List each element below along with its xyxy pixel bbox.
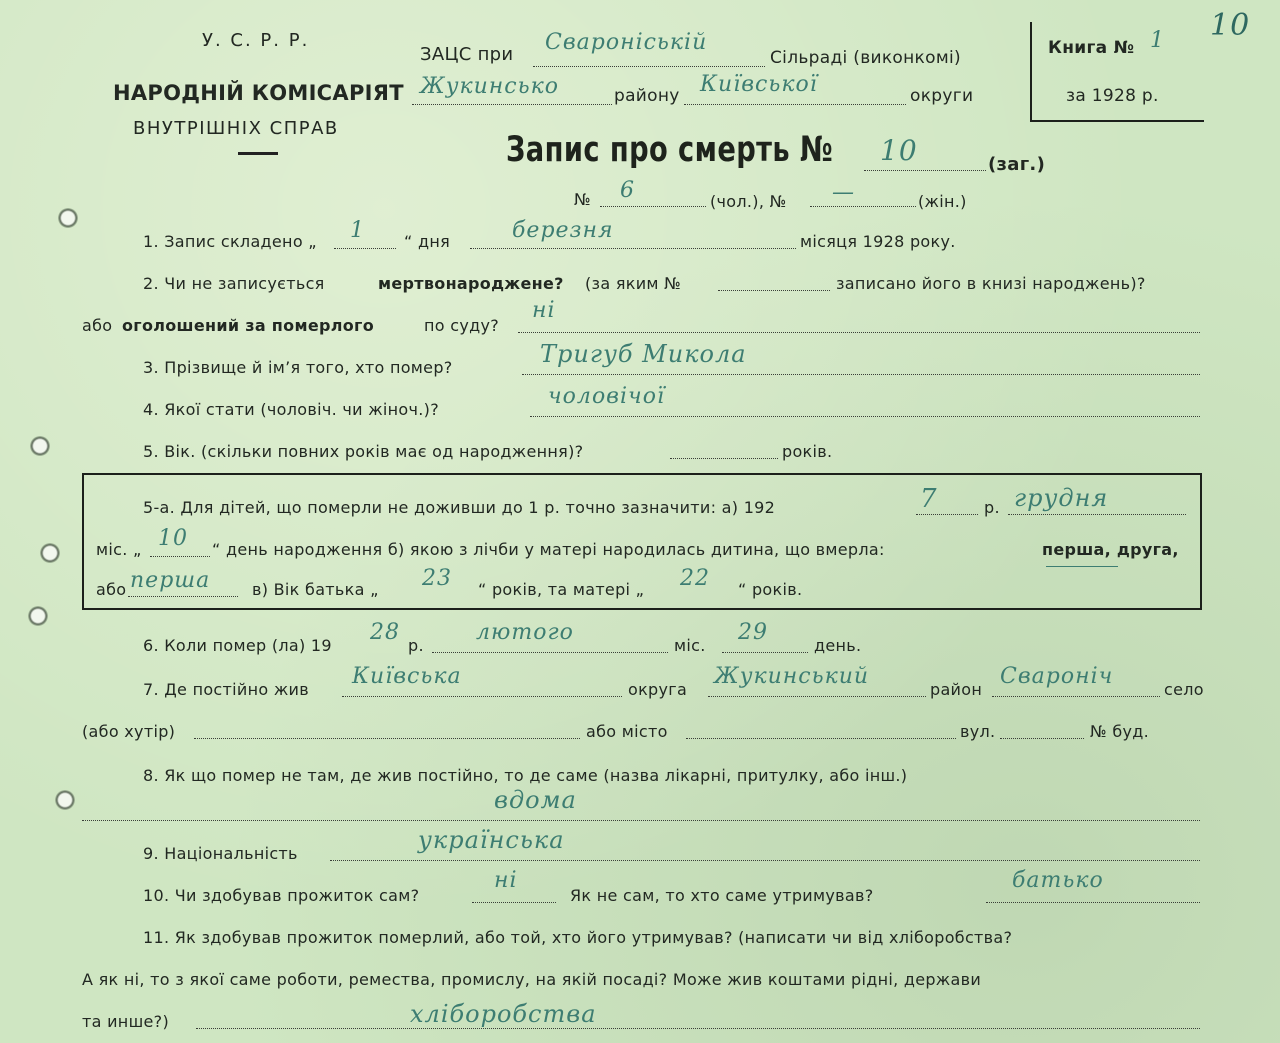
field7b-city-dots bbox=[686, 738, 956, 739]
field5a-r: р. bbox=[984, 498, 1000, 517]
commissariat-heading: НАРОДНІЙ КОМІСАРІЯТ bbox=[113, 81, 404, 105]
field4-dots bbox=[530, 416, 1200, 417]
field7b-label: (або хутір) bbox=[82, 722, 176, 741]
female-number-dots bbox=[810, 206, 916, 207]
zags-value: Свароніській bbox=[545, 30, 708, 55]
field2b-rest: по суду? bbox=[424, 316, 500, 335]
field5-end: років. bbox=[782, 442, 833, 461]
field5a-line3b: “ років, та матері „ bbox=[478, 580, 645, 599]
field5a-abo: або bbox=[96, 580, 127, 599]
field5a-order: перша bbox=[130, 568, 211, 593]
field6-month-dots bbox=[432, 652, 668, 653]
field5a-father: 23 bbox=[422, 566, 452, 591]
field1-day-dots bbox=[334, 248, 396, 249]
field8-dots bbox=[82, 820, 1200, 821]
field9-label: 9. Національність bbox=[143, 844, 298, 863]
field2-label: 2. Чи не записується bbox=[143, 274, 325, 293]
male-number-dots bbox=[600, 206, 706, 207]
field5a-bold: перша, друга, bbox=[1042, 540, 1179, 559]
field6-r: р. bbox=[408, 636, 424, 655]
field2-rest: (за яким № bbox=[585, 274, 682, 293]
field1-mid: “ дня bbox=[404, 232, 451, 251]
field2b-label: або bbox=[82, 316, 113, 335]
title-total-suffix: (заг.) bbox=[988, 154, 1046, 175]
field5a-month-dots bbox=[1008, 514, 1186, 515]
field5a-month: грудня bbox=[1014, 484, 1109, 512]
field5a-line1: 5-а. Для дітей, що померли не доживши до 1 р. точно зазначити: а) 192 bbox=[143, 498, 776, 517]
title-number: 10 bbox=[880, 134, 918, 167]
field3-dots bbox=[522, 374, 1200, 375]
field7-selo-value: Свароніч bbox=[1000, 664, 1114, 689]
title-no-label: № bbox=[574, 190, 591, 209]
field3-label: 3. Прізвище й ім’я того, хто помер? bbox=[143, 358, 453, 377]
field4-label: 4. Якої стати (чоловіч. чи жіноч.)? bbox=[143, 400, 439, 419]
field5a-day: 10 bbox=[158, 526, 188, 551]
field7-label: 7. Де постійно жив bbox=[143, 680, 309, 699]
field1-end: місяця 1928 року. bbox=[800, 232, 956, 251]
field7-raion-dots bbox=[708, 696, 926, 697]
okrug-value: Київської bbox=[700, 72, 818, 97]
field8-value: вдома bbox=[494, 786, 577, 814]
field2b-dots bbox=[518, 332, 1200, 333]
field5-label: 5. Вік. (скільки повних років має од народження)? bbox=[143, 442, 584, 461]
field7-raion: район bbox=[930, 680, 983, 699]
field10-dots bbox=[472, 902, 556, 903]
punch-hole bbox=[55, 790, 75, 810]
field6-label: 6. Коли помер (ла) 19 bbox=[143, 636, 332, 655]
field2-dots bbox=[718, 290, 830, 291]
field7-okrug-value: Київська bbox=[352, 664, 462, 689]
female-suffix: (жін.) bbox=[918, 192, 967, 211]
ussr-heading: У. С. Р. Р. bbox=[202, 30, 310, 51]
field1-label: 1. Запис складено „ bbox=[143, 232, 317, 251]
field7-raion-value: Жукинський bbox=[714, 664, 870, 689]
field1-month-dots bbox=[470, 248, 796, 249]
field5a-year-dots bbox=[916, 514, 978, 515]
punch-hole bbox=[40, 543, 60, 563]
field2b-bold: оголошений за померлого bbox=[122, 316, 375, 335]
field6-month: лютого bbox=[476, 620, 574, 645]
field6-day-dots bbox=[722, 652, 808, 653]
field2b-value: ні bbox=[532, 298, 556, 323]
field7b-street-dots bbox=[1000, 738, 1084, 739]
field9-dots bbox=[330, 860, 1200, 861]
field2-end: записано його в книзі народжень)? bbox=[836, 274, 1146, 293]
field5a-underline bbox=[1046, 566, 1118, 567]
title-number-dots bbox=[864, 170, 986, 171]
field10-value2: батько bbox=[1012, 868, 1104, 893]
field10-label: 10. Чи здобував прожиток сам? bbox=[143, 886, 420, 905]
male-suffix: (чол.), № bbox=[710, 192, 787, 211]
field11-dots bbox=[196, 1028, 1200, 1029]
field3-value: Тригуб Микола bbox=[540, 340, 747, 368]
field7-selo-dots bbox=[992, 696, 1160, 697]
field1-month: березня bbox=[512, 218, 614, 243]
field7b-house: № буд. bbox=[1090, 722, 1150, 741]
field4-value: чоловічої bbox=[548, 384, 665, 409]
field9-value: українська bbox=[418, 826, 565, 854]
field7b-street: вул. bbox=[960, 722, 996, 741]
district-dots bbox=[412, 104, 612, 105]
book-value: 1 bbox=[1150, 28, 1165, 53]
field6-year: 28 bbox=[370, 620, 400, 645]
punch-hole bbox=[28, 606, 48, 626]
header-divider bbox=[238, 152, 278, 155]
field11-value: хліборобства bbox=[410, 1000, 597, 1028]
field5a-line2: “ день народження б) якою з лічби у матері народилась дитина, що вмерла: bbox=[212, 540, 885, 559]
field11-line3: та инше?) bbox=[82, 1012, 169, 1031]
field7-okrug: округа bbox=[628, 680, 688, 699]
field10-mid: Як не сам, то хто саме утримував? bbox=[570, 886, 874, 905]
book-year: за 1928 р. bbox=[1066, 86, 1159, 106]
field8-label: 8. Як що помер не там, де жив постійно, то де саме (назва лікарні, притулку, або інш.) bbox=[143, 766, 908, 785]
okrug-dots bbox=[684, 104, 906, 105]
district-value: Жукинсько bbox=[420, 74, 559, 99]
field11-line1: 11. Як здобував прожиток померлий, або той, хто його утримував? (написати чи від хліборобства? bbox=[143, 928, 1013, 947]
corner-number: 10 bbox=[1210, 8, 1251, 43]
zags-label: ЗАЦС при bbox=[420, 44, 514, 65]
field5-dots bbox=[670, 458, 778, 459]
field7b-city: або місто bbox=[586, 722, 668, 741]
field10-value: ні bbox=[494, 868, 518, 893]
field5a-mis: міс. „ bbox=[96, 540, 142, 559]
field5a-year: 7 bbox=[920, 484, 938, 514]
zags-dots bbox=[533, 66, 765, 67]
field6-mis: міс. bbox=[674, 636, 706, 655]
field5a-mother: 22 bbox=[680, 566, 710, 591]
district-label: району bbox=[614, 86, 680, 106]
female-number: — bbox=[832, 180, 855, 205]
field6-day: 29 bbox=[738, 620, 768, 645]
book-label: Книга № bbox=[1048, 38, 1135, 58]
village-council-label: Сільраді (виконкомі) bbox=[770, 48, 961, 68]
field5a-line3c: “ років. bbox=[738, 580, 803, 599]
okrug-label: округи bbox=[910, 86, 974, 106]
punch-hole bbox=[58, 208, 78, 228]
commissariat-subheading: ВНУТРІШНІХ СПРАВ bbox=[133, 118, 339, 139]
field7-okrug-dots bbox=[342, 696, 622, 697]
male-number: 6 bbox=[620, 178, 635, 203]
record-title: Запис про смерть № bbox=[506, 130, 834, 170]
field11-line2: А як ні, то з якої саме роботи, ремества, промислу, на якій посаді? Може жив коштами рідні, держави bbox=[82, 970, 982, 989]
book-box bbox=[1030, 22, 1204, 122]
field2-bold: мертвонароджене? bbox=[378, 274, 564, 293]
punch-hole bbox=[30, 436, 50, 456]
field7b-dots bbox=[194, 738, 580, 739]
field1-day: 1 bbox=[350, 218, 365, 243]
field5a-line3a: в) Вік батька „ bbox=[252, 580, 379, 599]
field6-end: день. bbox=[814, 636, 862, 655]
field10-dots2 bbox=[986, 902, 1200, 903]
field5a-order-dots bbox=[128, 596, 238, 597]
field5a-day-dots bbox=[150, 556, 210, 557]
field7-selo: село bbox=[1164, 680, 1204, 699]
